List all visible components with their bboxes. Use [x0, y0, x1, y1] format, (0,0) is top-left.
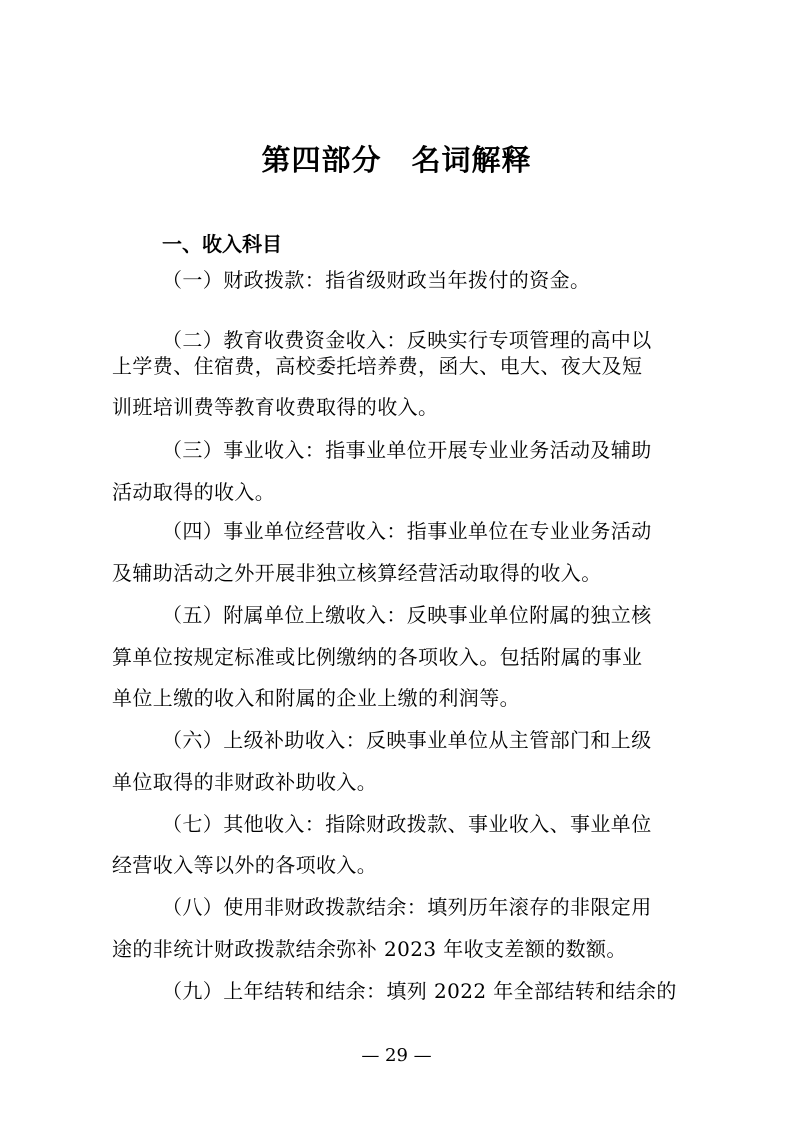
paragraph-line: 单位上缴的收入和附属的企业上缴的利润等。: [112, 686, 520, 710]
page-number: — 29 —: [361, 1045, 432, 1066]
paragraph-line: 上学费、住宿费，高校委托培养费，函大、电大、夜大及短: [112, 354, 643, 378]
page-title: 第四部分 名词解释: [261, 143, 532, 177]
paragraph-line: （九）上年结转和结余：填列 2022 年全部结转和结余的: [162, 979, 677, 1003]
paragraph-line: （四）事业单位经营收入：指事业单位在专业业务活动: [162, 519, 652, 543]
paragraph-line: （三）事业收入：指事业单位开展专业业务活动及辅助: [162, 438, 652, 462]
paragraph-line: 训班培训费等教育收费取得的收入。: [112, 395, 439, 419]
paragraph-line: 活动取得的收入。: [112, 480, 276, 504]
paragraph-line: 途的非统计财政拨款结余弥补 2023 年收支差额的数额。: [112, 937, 627, 961]
paragraph-line: （一）财政拨款：指省级财政当年拨付的资金。: [162, 268, 591, 292]
paragraph-line: （七）其他收入：指除财政拨款、事业收入、事业单位: [162, 812, 652, 836]
paragraph-line: 单位取得的非财政补助收入。: [112, 770, 378, 794]
paragraph-line: （六）上级补助收入：反映事业单位从主管部门和上级: [162, 728, 652, 752]
paragraph-line: （二）教育收费资金收入：反映实行专项管理的高中以: [162, 328, 652, 352]
paragraph-line: 及辅助活动之外开展非独立核算经营活动取得的收入。: [112, 561, 602, 585]
section-heading: 一、收入科目: [162, 232, 282, 256]
paragraph-line: （八）使用非财政拨款结余：填列历年滚存的非限定用: [162, 895, 652, 919]
paragraph-line: （五）附属单位上缴收入：反映事业单位附属的独立核: [162, 603, 652, 627]
paragraph-line: 经营收入等以外的各项收入。: [112, 853, 378, 877]
paragraph-line: 算单位按规定标准或比例缴纳的各项收入。包括附属的事业: [112, 645, 643, 669]
